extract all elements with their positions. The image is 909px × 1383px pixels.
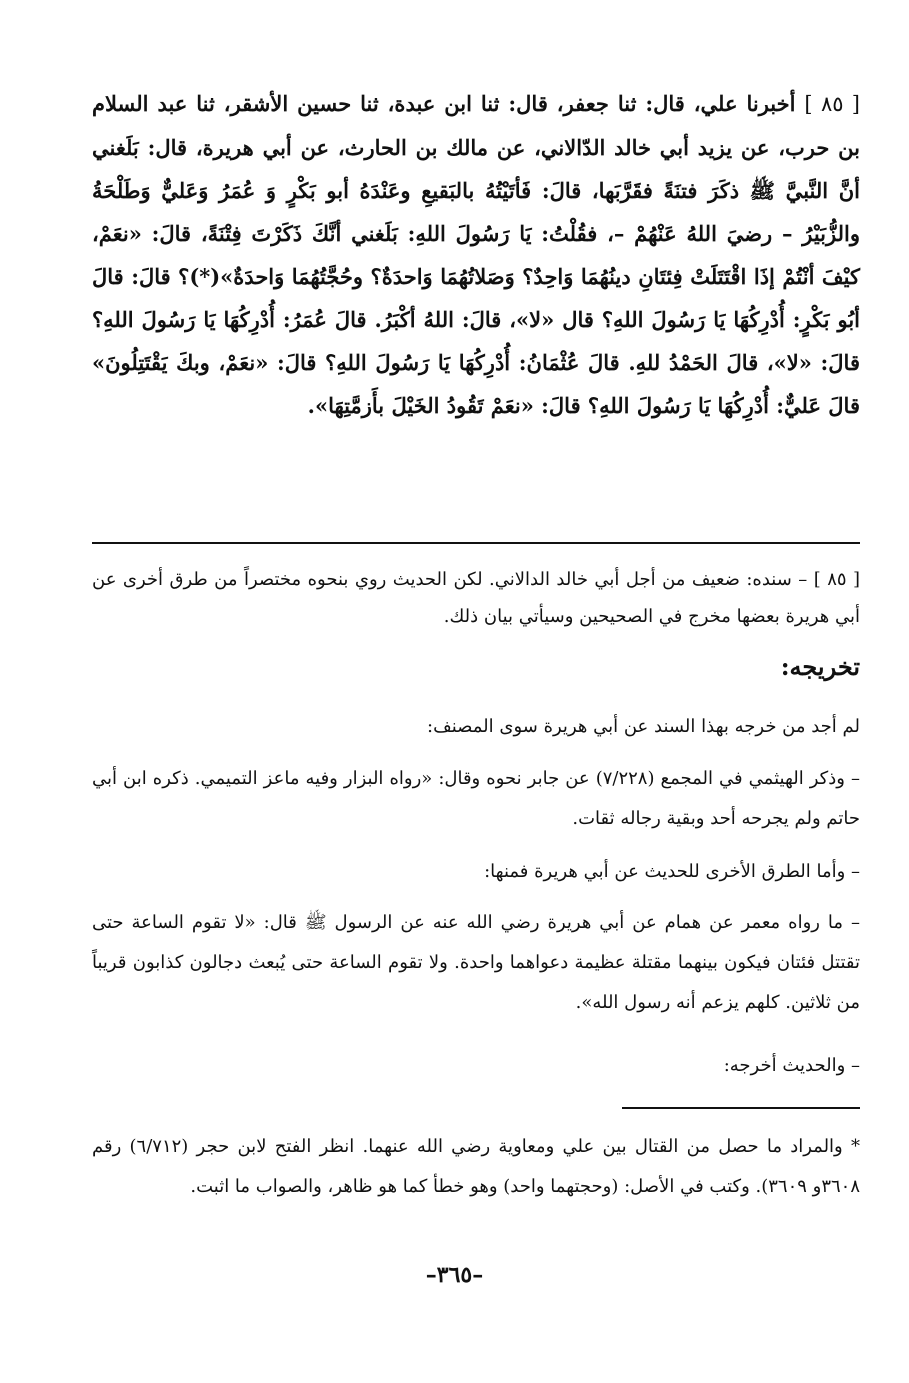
takhrij-paragraph: – وذكر الهيثمي في المجمع (٧/٢٢٨) عن جابر نحوه وقال: «رواه البزار وفيه ماعز التميمي. ذكره ابن أبي حاتم ولم يجرحه أحد وبقية رجاله ثقات. [92, 768, 860, 829]
page-number: –٣٦٥– [425, 1262, 484, 1288]
takhrij-paragraph: – ما رواه معمر عن همام عن أبي هريرة رضي الله عنه عن الرسول ﷺ قال: «لا تقوم الساعة حتى تقتتل فئتان فيكون بينهما مقتلة عظيمة دعواهما واحدة. ولا تقوم الساعة حتى يُبعث دجالون كذابون قريباً من ثلاثين. كلهم يزعم أنه رسول الله». [92, 912, 860, 1013]
takhrij-heading: تخريجه: [780, 652, 860, 681]
section-divider [92, 542, 860, 544]
footnote-divider [622, 1107, 860, 1109]
hadith-85 [92, 82, 860, 427]
hadith-number: [ ٨٥ ] [804, 92, 861, 116]
hadith-note: [ ٨٥ ] – سنده: ضعيف من أجل أبي خالد الدالاني. لكن الحديث روي بنحوه مختصراً من طرق أخرى عن أبي هريرة بعضها مخرج في الصحيحين وسيأتي بيان ذلك. [92, 569, 861, 627]
hadith-text: بَلَغني أنَّ النَّبيَّ ﷺ ذكَرَ فتنَةً فقَرَّبَها، قالَ: فَأتَيْتُهُ بالبَقيعِ وعَنْدَهُ أبو بَكْرٍ وَ عُمَرُ وَعَليٌّ وَطَلْحَةُ والزُّبَيْرُ – رضيَ اللهُ عَنْهُمْ –، فقُلْتُ: يَا رَسُولَ اللهِ: بَلَغني أنَّكَ ذَكَرْتَ فِتْنَةً، قالَ: «نعَمْ، كيْفَ أنْتُمْ إذَا اقْتَتَلَتْ فِئتَانِ دينُهُمَا وَاحِدٌ؟ وَصَلاتُهُمَا وَاحدَةٌ؟ وحُجَّتُهُمَا وَاحدَةٌ»(*)؟ قالَ: قالَ أبُو بَكْرٍ: أُدْرِكُهَا يَا رَسُولَ اللهِ؟ قال «لا»، قالَ: اللهُ أكْبَرُ. قالَ عُمَرُ: أُدْرِكُهَا يَا رَسُولَ اللهِ؟ قالَ: «لا»، قالَ الحَمْدُ للهِ. قالَ عُثْمَانُ: أُدْرِكُهَا يَا رَسُولَ اللهِ؟ قالَ: «نعَمْ، وبكَ يَقْتَتِلُونَ» قالَ عَليٌّ: أُدْرِكُهَا يَا رَسُولَ اللهِ؟ قالَ: «نعَمْ تَقُودُ الخَيْلَ بأَزمَّتِهَا». [92, 135, 860, 418]
takhrij-paragraph: لم أجد من خرجه بهذا السند عن أبي هريرة سوى المصنف: [427, 716, 860, 737]
takhrij-paragraph: – وأما الطرق الأخرى للحديث عن أبي هريرة فمنها: [484, 861, 860, 882]
hadith-chain: أخبرنا علي، قال: ثنا جعفر، قال: ثنا ابن عبدة، ثنا حسين الأشقر، ثنا عبد السلام بن حرب، عن يزيد أبي خالد الدّالاني، عن مالك بن الحارث، عن أبي هريرة، قال: [92, 91, 861, 160]
footnote: * والمراد ما حصل من القتال بين علي ومعاوية رضي الله عنهما. انظر الفتح لابن حجر (٦/٧١٢) رقم ٣٦٠٨و ٣٦٠٩). وكتب في الأصل: (وحجتهما واحد) وهو خطأ كما هو ظاهر، والصواب ما اثبت. [92, 1136, 860, 1197]
takhrij-paragraph: – والحديث أخرجه: [723, 1055, 860, 1076]
